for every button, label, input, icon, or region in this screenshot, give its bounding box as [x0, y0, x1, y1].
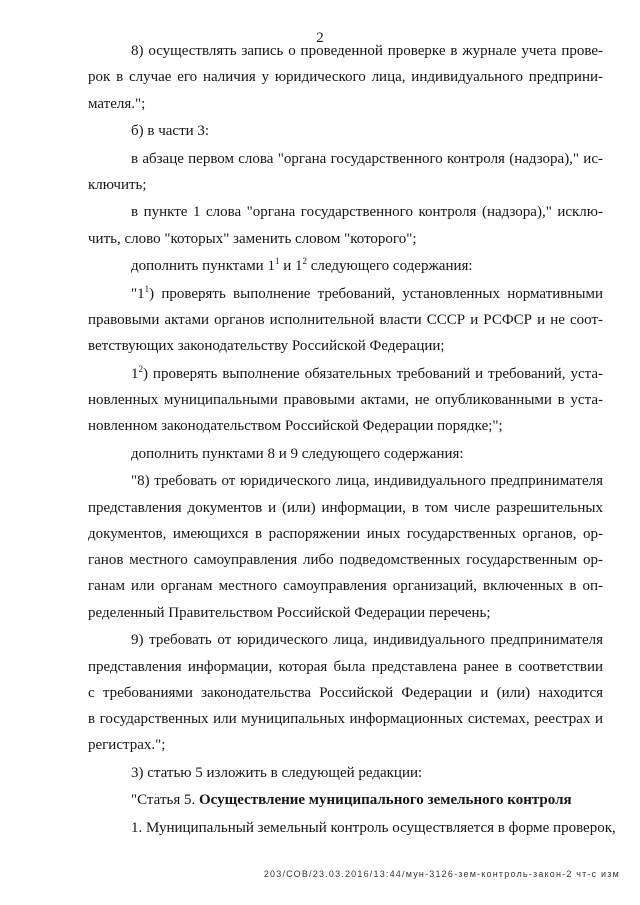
text-line: ганов местного самоуправления либо подведомственных государственным ор- [88, 552, 603, 569]
document-footer-code: 203/СОВ/23.03.2016/13:44/мун-3126-зем-контроль-закон-2 чт-с изм [263, 869, 620, 879]
text-run: дополнить пунктами 1 [131, 258, 275, 275]
text-line: рок в случае его наличия у юридического лица, индивидуального предприни- [88, 69, 603, 86]
text-line [88, 281, 603, 307]
text-line: чить, слово "которых" заменить словом "которого"; [88, 230, 417, 247]
text-line: ганам или органам местного самоуправления организаций, включенных в оп- [88, 578, 603, 595]
text-line: 1. Муниципальный земельный контроль осуществляется в форме проверок, [131, 819, 616, 836]
text-line: представления документов и (или) информации, в том числе разрешительных [88, 499, 603, 516]
text-line: в абзаце первом слова "органа государственного контроля (надзора)," ис- [131, 150, 603, 167]
text-line: 8) осуществлять запись о проведенной проверке в журнале учета прове- [131, 43, 603, 59]
text-line: представления информации, которая была представлена ранее в соответствии [88, 658, 603, 675]
text-line [88, 787, 603, 813]
page-number: 2 [316, 30, 324, 46]
instruction-add-points-1-1-1-2 [88, 253, 603, 279]
text-line: б) в части 3: [131, 123, 210, 140]
article-5-heading [88, 787, 603, 813]
article-5-part-1 [88, 815, 616, 841]
text-line: 3) статью 5 изложить в следующей редакции: [131, 764, 423, 781]
new-point-9 [88, 627, 603, 758]
item-8-journal-record [88, 38, 603, 117]
text-line: ключить; [88, 176, 147, 193]
text-line: новленных муниципальными правовыми актами, не опубликованными в уста- [88, 391, 603, 408]
instruction-point-1 [88, 199, 603, 252]
text-line: мателя."; [88, 95, 146, 112]
text-line: в пункте 1 слова "органа государственного контроля (надзора)," исклю- [131, 204, 603, 221]
text-line: документов, имеющихся в распоряжении иных государственных органов, ор- [88, 525, 603, 542]
text-line: новленном законодательством Российской Федерации порядке;"; [88, 418, 503, 435]
text-line: правовыми актами органов исполнительной власти СССР и РСФСР и не соот- [88, 311, 603, 328]
text-line: в государственных или муниципальных информационных системах, реестрах и [88, 711, 603, 728]
text-line: с требованиями законодательства Российской Федерации и (или) находится [88, 684, 603, 701]
text-run: 1 [131, 365, 139, 382]
text-line: "8) требовать от юридического лица, индивидуального предпринимателя [131, 473, 603, 490]
new-point-1-1 [88, 281, 603, 360]
item-3-article-5-instruction [88, 760, 603, 786]
superscript: 1 [274, 256, 280, 267]
new-point-8 [88, 468, 603, 626]
text-run: следующего содержания: [307, 258, 473, 275]
superscript: 2 [138, 363, 143, 374]
superscript: 2 [302, 256, 307, 267]
superscript: 1 [144, 283, 150, 294]
text-run: ) проверять выполнение обязательных требований и требований, уста- [143, 365, 603, 382]
text-line: ределенный Правительством Российской Федерации перечень; [88, 604, 491, 621]
new-point-1-2 [88, 361, 603, 440]
document-body [88, 38, 616, 842]
text-line [88, 253, 603, 279]
text-line: 9) требовать от юридического лица, индивидуального предпринимателя [131, 632, 603, 649]
text-run: "1 [131, 285, 145, 302]
text-run: ) проверять выполнение требований, установленных нормативными [149, 285, 603, 302]
text-line: регистрах."; [88, 737, 166, 754]
article-number: "Статья 5. [131, 792, 199, 809]
text-line: ветствующих законодательству Российской Федерации; [88, 338, 445, 355]
text-run: и 1 [279, 258, 303, 275]
text-line [88, 361, 603, 387]
article-title: Осуществление муниципального земельного контроля [198, 792, 572, 809]
text-line: дополнить пунктами 8 и 9 следующего содержания: [131, 445, 464, 462]
subitem-b-heading [88, 118, 603, 144]
instruction-add-points-8-9 [88, 441, 603, 467]
instruction-first-paragraph [88, 146, 603, 199]
